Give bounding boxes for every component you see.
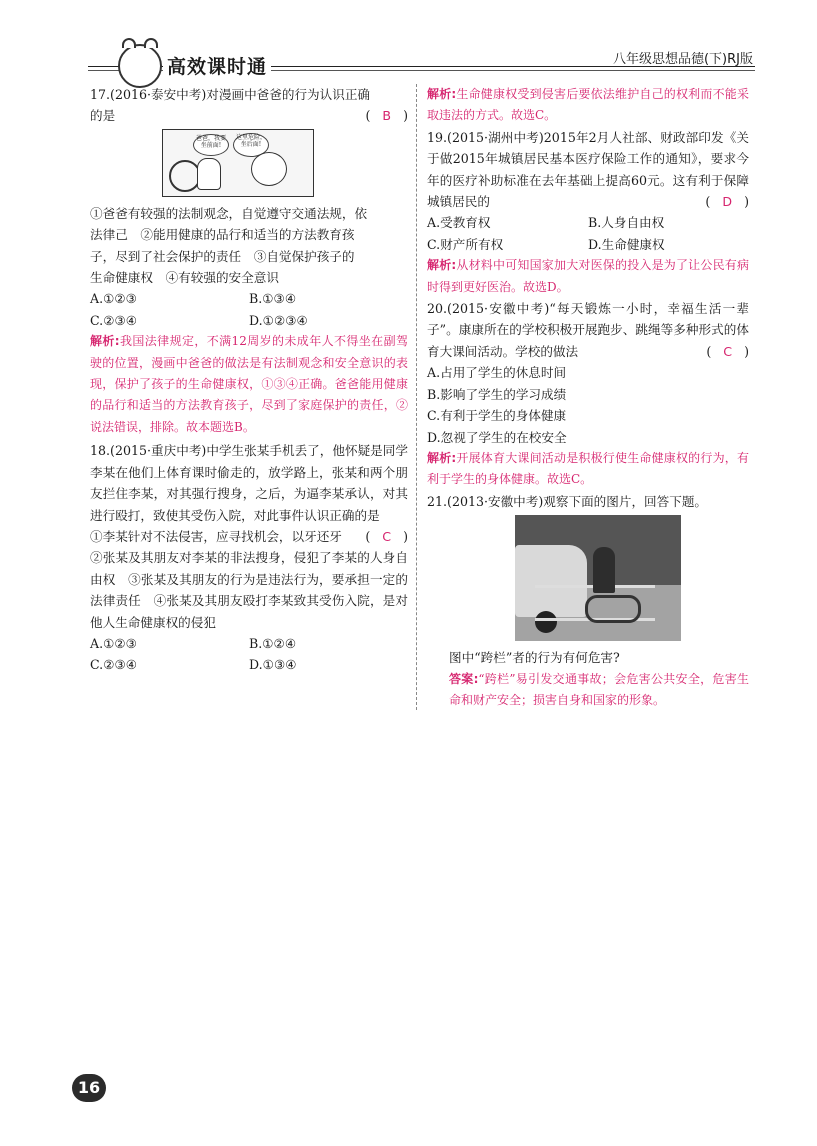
q18-answer-paren: ( C ) (365, 528, 408, 544)
q19-stem: 19.(2015·湖州中考)2015年2月人社部、财政部印发《关于做2015年城镇居民基本医疗保险工作的通知》，要求今年的医疗补助标准在去年基础上提高60元。这有利于保障城镇居民的 ( D ) (427, 127, 749, 213)
q17-analysis: 解析:我国法律规定，不满12周岁的未成年人不得坐在副驾驶的位置，漫画中爸爸的做法是有法制观念和安全意识的表现，保护了孩子的生命健康权，①③④正确。爸爸能用健康的品行和适当的方法教育孩子，尽到了家庭保护的责任，②说法错误，排除。故本题选B。 (90, 334, 408, 434)
q19-options-row2 (427, 234, 749, 255)
question-19 (427, 127, 749, 298)
q20-option-a: A.占用了学生的休息时间 (427, 365, 567, 381)
alarm-clock-logo-icon (118, 44, 162, 88)
q18-option-c: C.②③④ (90, 657, 138, 673)
q20-option-b: B.影响了学生的学习成绩 (427, 386, 567, 402)
q20-stem: 20.(2015·安徽中考)“每天锻炼一小时，幸福生活一辈子”。康康所在的学校积极开展跑步、跳绳等多种形式的体育大课间活动。学校的做法 ( C ) (427, 298, 749, 362)
child-figure-icon (197, 158, 221, 190)
page-number: 16 (72, 1074, 106, 1102)
series-logo-text: 高效课时通 (163, 52, 271, 79)
father-figure-icon (251, 152, 287, 186)
q17-option-c: C.②③④ (90, 312, 138, 328)
q20-option-d: D.忽视了学生的在校安全 (427, 429, 567, 445)
q20-answer-paren: ( C ) (706, 343, 749, 359)
q17-stem-line1: 17.(2016·泰安中考)对漫画中爸爸的行为认识正确 (90, 87, 371, 102)
q19-option-d: D.生命健康权 (588, 236, 665, 252)
q18-statements: ①李某针对不法侵害，应寻找机会，以牙还牙 ②张某及其朋友对李某的非法搜身，侵犯了李某的人身自由权 ③张某及其朋友的行为是违法行为，要承担一定的法律责任 ④张某及其朋友殴打李某致其受伤入院，是对他人生命健康权的侵犯 (90, 528, 408, 630)
q19-option-c: C.财产所有权 (427, 236, 504, 252)
column-divider (416, 84, 417, 710)
q18-analysis: 解析:生命健康权受到侵害后要依法维护自己的权利而不能采取违法的方式。故选C。 (427, 87, 749, 123)
question-20 (427, 298, 749, 491)
q18-option-a: A.①②③ (90, 635, 137, 651)
scooter-icon (585, 595, 641, 623)
question-17 (90, 84, 408, 438)
q19-options-row1 (427, 212, 749, 233)
q17-statement-3: 子，尽到了社会保护的责任 ③自觉保护孩子的 (90, 248, 355, 264)
q19-option-b: B.人身自由权 (588, 215, 665, 231)
cartoon-speech-bubble-father: 这里危险，坐后面! (233, 133, 269, 157)
question-18 (90, 440, 408, 675)
q18-option-b: B.①②④ (249, 635, 297, 651)
person-icon (593, 547, 615, 593)
q19-answer: D (722, 194, 733, 210)
q21-photo-fence-jumper (515, 515, 681, 641)
q19-analysis: 解析:从材料中可知国家加大对医保的投入是为了让公民有病时得到更好医治。故选D。 (427, 258, 749, 294)
q17-cartoon-image (162, 129, 314, 197)
q17-statement-4: 生命健康权 ④有较强的安全意识 (90, 270, 279, 286)
q17-statement-2: 法律己 ②能用健康的品行和适当的方法教育孩 (90, 227, 355, 243)
q21-answer: 答案:“跨栏”易引发交通事故；会危害公共安全，危害生命和财产安全；损害自身和国家的形象。 (449, 671, 749, 707)
q20-option-c: C.有利于学生的身体健康 (427, 408, 567, 424)
q17-options-row1 (90, 288, 408, 309)
q20-answer: C (723, 343, 733, 359)
q19-answer-paren: ( D ) (705, 194, 749, 210)
q17-answer-paren: ( B ) (365, 108, 408, 124)
q18-options-row2 (90, 654, 408, 675)
q17-stem-line2: 的是 ( B ) (90, 105, 408, 126)
q17-answer: B (382, 108, 392, 124)
q18-option-d: D.①③④ (249, 657, 297, 673)
cartoon-speech-bubble-child: 爸爸，我要坐前面! (193, 134, 229, 156)
q21-question: 图中“跨栏”者的行为有何危害? (449, 650, 620, 666)
right-column (427, 84, 749, 711)
q17-options-row2 (90, 310, 408, 331)
q17-option-b: B.①③④ (249, 291, 297, 307)
question-21 (427, 491, 749, 712)
q17-option-d: D.①②③④ (249, 312, 308, 328)
q20-analysis: 解析:开展体育大课间活动是积极行使生命健康权的行为，有利于学生的身体健康。故选C。 (427, 450, 749, 487)
q19-option-a: A.受教育权 (427, 215, 491, 231)
q18-stem: 18.(2015·重庆中考)中学生张某手机丢了，他怀疑是同学李某在他们上体育课时偷走的，放学路上，张某和两个朋友拦住李某，对其强行搜身，之后，为逼李某承认，对其进行殴打，致使其受伤入院，对此事件认识正确的是 ( C ) (90, 440, 408, 526)
q17-statement-1: ①爸爸有较强的法制观念，自觉遵守交通法规，依 (90, 205, 368, 221)
left-column (90, 84, 408, 676)
q18-options-row1 (90, 633, 408, 654)
book-title: 八年级思想品德(下)RJ版 (612, 52, 753, 67)
q18-answer: C (382, 528, 392, 544)
q17-option-a: A.①②③ (90, 291, 137, 307)
q21-stem: 21.(2013·安徽中考)观察下面的图片，回答下题。 (427, 493, 708, 509)
